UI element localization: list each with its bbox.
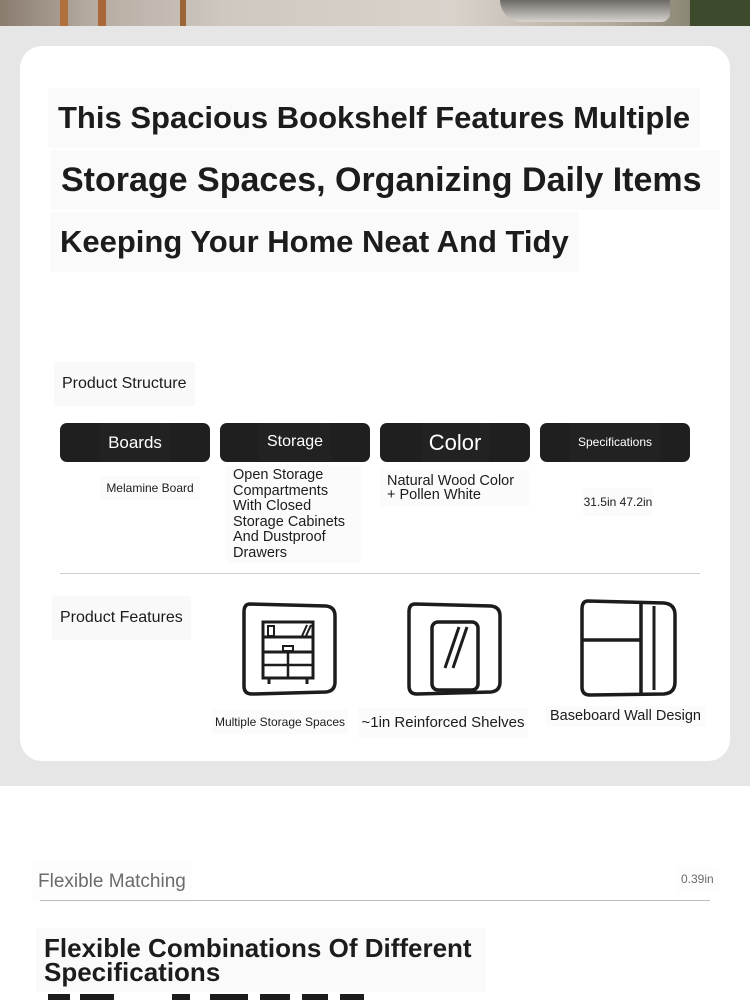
feature-label-storage-spaces: Multiple Storage Spaces [212, 710, 348, 734]
flexible-matching-title: Flexible Matching [32, 862, 192, 902]
feature-label-reinforced-shelves: ~1in Reinforced Shelves [358, 708, 528, 738]
storage-heading-text: Storage [259, 423, 331, 461]
structure-heading-boards [60, 423, 210, 462]
storage-value: Open Storage Compartments With Closed Storage Cabinets And Dustproof Drawers [226, 466, 361, 563]
flexible-combinations-headline: Flexible Combinations Of Different Specifications [36, 928, 486, 992]
headline-line-1: This Spacious Bookshelf Features Multiple [48, 88, 700, 148]
headline-line-3: Keeping Your Home Neat And Tidy [50, 212, 579, 272]
bookshelf-icon [240, 600, 340, 698]
headline-line-2: Storage Spaces, Organizing Daily Items [51, 150, 720, 210]
cropped-text-fragment [40, 990, 380, 1000]
boards-heading-text: Boards [100, 423, 170, 462]
flexible-matching-rule [40, 900, 710, 901]
structure-heading-specifications [540, 423, 690, 462]
color-heading-text: Color [421, 423, 490, 462]
wall-corner-icon [578, 598, 680, 698]
boards-value: Melamine Board [100, 476, 200, 500]
specifications-heading-text: Specifications [570, 423, 660, 462]
product-structure-label: Product Structure [54, 362, 195, 406]
section-divider [60, 573, 700, 574]
color-value: Natural Wood Color + Pollen White [380, 470, 530, 506]
product-photo-strip [0, 0, 750, 26]
shelf-panel-icon [405, 600, 505, 698]
feature-label-baseboard-design: Baseboard Wall Design [546, 706, 706, 727]
product-features-label: Product Features [52, 596, 191, 640]
measurement-label: 0.39in [676, 866, 719, 892]
specifications-value: 31.5in 47.2in [583, 488, 653, 516]
structure-heading-storage [220, 423, 370, 462]
structure-heading-color [380, 423, 530, 462]
